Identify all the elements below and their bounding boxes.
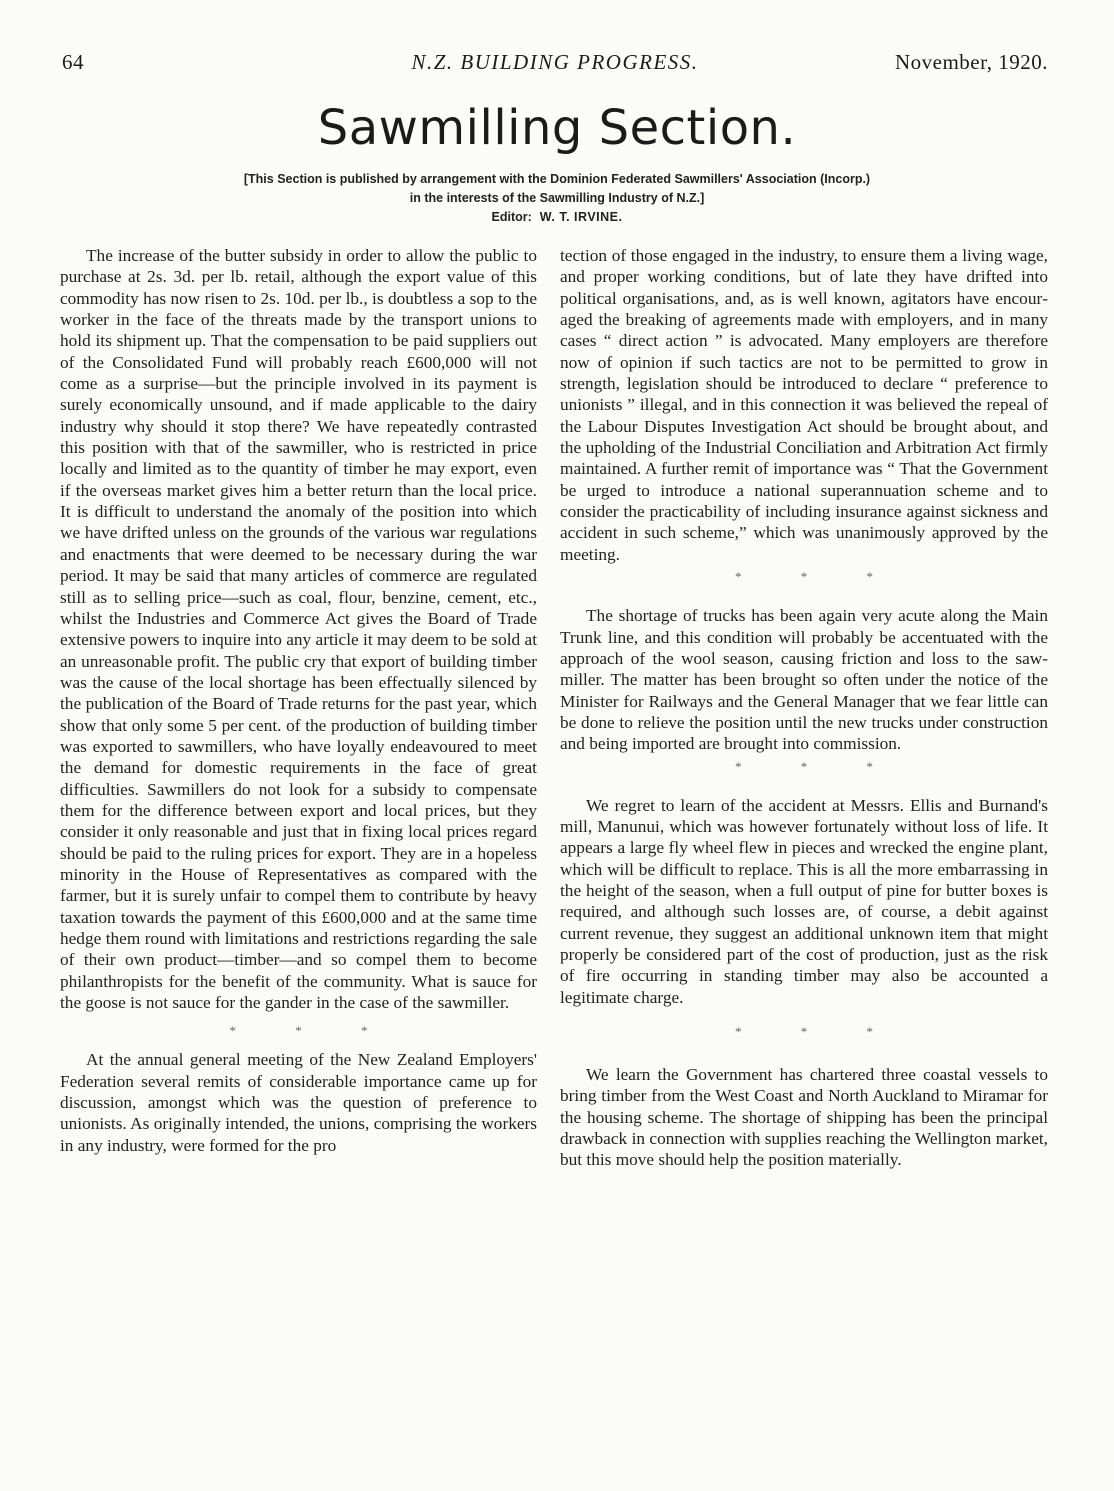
section-separator: * * * <box>735 758 901 774</box>
section-separator: * * * <box>229 1023 396 1039</box>
right-column <box>560 245 1048 1171</box>
article-coastal-vessels: We learn the Government has chartered three coastal vessels to bring timber from the West Coast and North Auckland to Miramar for the housing scheme. The shortage of shipping has been the principal drawback in connection with supplies reaching the Wellington market, but this move should help the position materially. <box>560 1065 1048 1170</box>
left-column <box>60 245 537 1156</box>
issue-date: November, 1920. <box>894 50 1048 74</box>
running-head <box>62 50 1048 80</box>
publication-title: N.Z. BUILDING PROGRESS. <box>411 50 699 74</box>
article-mill-accident: We regret to learn of the accident at Messrs. Ellis and Burnand's mill, Manunui, which was however fortunately without loss of life. It appears a large fly wheel flew in pieces and wrecked the engine plant, which will be difficult to replace. This is all the more embarrassing in the height of the season, when a full output of pine for butter boxes is required, and although such losses are, of course, a debit against current revenue, they suggest an additional unknown item that might properly be considered part of the cost of production, just as the risk of fire occurring in standing timber may also be accounted a legitimate charge. <box>560 795 1048 1007</box>
article-truck-shortage: The shortage of trucks has been again very acute along the Main Trunk line, and this condition will probably be accentuated with the approach of the wool season, causing friction and loss to the sawmiller. The matter has been brought so often under the notice of the Minister for Railways and the General Manager that we fear little can be done to relieve the position until the new trucks under construction and being imported are brought into commission. <box>560 606 1048 754</box>
section-separator: * * * <box>735 1024 901 1039</box>
section-note-line-1: [This Section is published by arrangement with the Dominion Federated Sawmillers' Association (Incorp.) <box>243 172 871 186</box>
editor-name: W. T. IRVINE. <box>539 210 623 224</box>
article-butter-subsidy: The increase of the butter subsidy in order to allow the public to purchase at 2s. 3d. per lb. retail, although the export value of this commodity has now risen to 2s. 10d. per lb., is doubtless a sop to the worker in the face of the threats made by the transport unions to hold its shipment up. That the compensation to be paid suppliers out of the Consolidated Fund will probably reach £600,000 will not come as a surprise—but the principle involved in its payment is surely economically unsound, and if made applicable to the dairy industry why should it stop there? We have repeatedly contrasted this position with that of the sawmiller, who is restricted in price locally and limited as to the quantity of timber he may export, even if the overseas market gives him a better return than the local price. It is difficult to understand the anomaly of the position into which we have drifted unless on the grounds of the various war regulations and enactments that were deemed to be necessary during the war period. It may be said that many articles of commerce are regulated still as to selling price—such as coal, flour, benzine, cement, etc., whilst the Industries and Commerce Act gives the Board of Trade extensive powers to inquire into any article it may deem to be sold at an unreasonable profit. The public cry that export of building timber was the cause of the local shortage has been effectually silenced by the publication of the Board of Trade returns for the past year, which show that only some 5 per cent. of the production of building timber was exported to sawmillers, who have loyally endeavoured to meet the demand for domestic requirements in the face of great difficulties. Sawmillers do not look for a subsidy to compensate them for the difference between export and local prices, but they consider it only reasonable and just that in fixing local prices regard should be paid to the ruling prices for export. They are in a hopeless minority in the House of Representatives as compared with the farmer, but it is surely unfair to compel them to contribute by heavy taxation towards the payment of this £600,000 and at the same time hedge them round with limitations and restrictions regarding the sale of their own product—timber—and so compel them to become philanthropists for the benefit of the community. What is sauce for the goose is not sauce for the gander in the case of the sawmiller. <box>60 246 537 1013</box>
section-note-line-2: in the interests of the Sawmilling Industry of N.Z.] <box>409 191 705 205</box>
article-employers-federation: At the annual general meeting of the New Zealand Employers' Federation several remits of considerable importance came up for discussion, amongst which was the question of preference to unionists. As originally intended, the unions, comprising the workers in any industry, were formed for the pro <box>60 1050 537 1155</box>
section-note <box>0 170 1114 208</box>
section-title: Sawmilling Section. <box>317 100 797 156</box>
article-employers-federation-continued: tection of those engaged in the industry, to ensure them a living wage, and proper working conditions, but of late they have drifted into political organisations, and, as is well known, agitators have encouraged the breaking of agreements made with employers, and in many cases “ direct action ” is advocated. Many employers are therefore now of opinion if such tactics are not to be permitted to grow in strength, legislation should be introduced to declare “ preference to unionists ” illegal, and in this connection it was believed the repeal of the Labour Disputes Investigation Act should be brought about, and the upholding of the Industrial Conciliation and Arbitration Act firmly maintained. A further remit of importance was “ That the Government be urged to introduce a national superannuation scheme and to consider the practicability of including insurance against sickness and accident in such scheme,” which was unanimously approved by the meeting. <box>560 246 1048 564</box>
editor-credit <box>0 210 1114 224</box>
section-separator: * * * <box>735 569 901 585</box>
page-number: 64 <box>62 50 84 74</box>
editor-label: Editor: <box>491 210 532 224</box>
